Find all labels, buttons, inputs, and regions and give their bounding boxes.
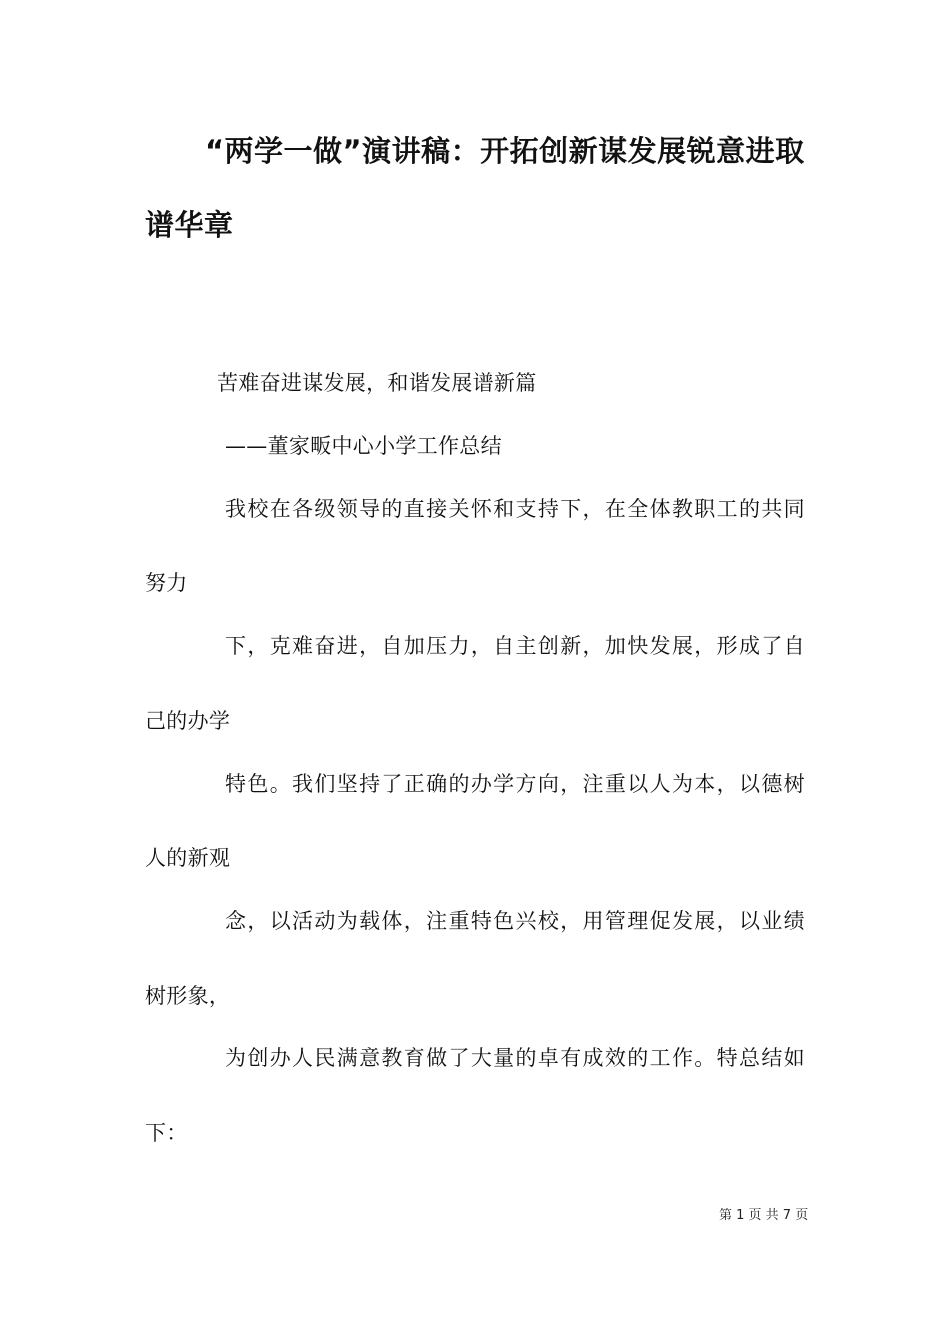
paragraph-line: 下： xyxy=(145,1121,188,1145)
paragraph-line: 树形象， xyxy=(145,984,231,1008)
paragraph-line: 我校在各级领导的直接关怀和支持下，在全体教职工的共同 xyxy=(225,497,805,521)
page-number: 第 1 页 共 7 页 xyxy=(719,1208,809,1223)
paragraph-line: 为创办人民满意教育做了大量的卓有成效的工作。特总结如 xyxy=(225,1046,805,1070)
paragraph-line: 念，以活动为载体，注重特色兴校，用管理促发展，以业绩 xyxy=(225,909,805,933)
document-subtitle: 苦难奋进谋发展，和谐发展谱新篇 xyxy=(217,371,537,395)
document-byline: ——董家畈中心小学工作总结 xyxy=(225,434,502,458)
document-title-line-1: “两学一做”演讲稿：开拓创新谋发展锐意进取 xyxy=(205,134,805,168)
paragraph-line: 特色。我们坚持了正确的办学方向，注重以人为本，以德树 xyxy=(225,772,805,796)
paragraph-line: 己的办学 xyxy=(145,709,231,733)
paragraph-line: 努力 xyxy=(145,571,188,595)
paragraph-line: 人的新观 xyxy=(145,846,231,870)
document-title-line-2: 谱华章 xyxy=(145,208,234,242)
paragraph-line: 下，克难奋进，自加压力，自主创新，加快发展，形成了自 xyxy=(225,634,805,658)
